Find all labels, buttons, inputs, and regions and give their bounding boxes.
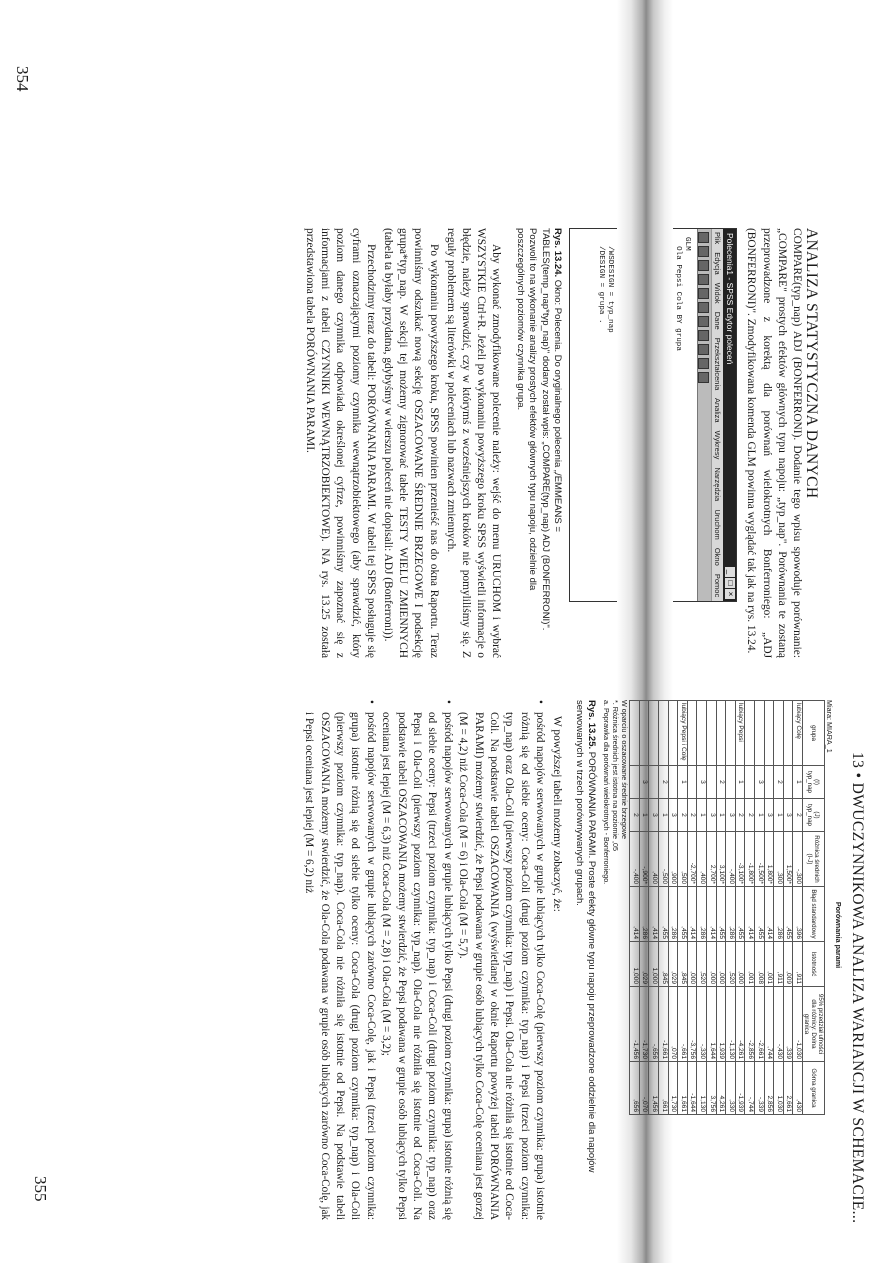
table-cell: ,661 xyxy=(659,1062,669,1115)
table-cell: -,400 xyxy=(726,832,736,887)
table-cell: 1 xyxy=(735,766,745,799)
header-cell: (J) typ_nap xyxy=(803,799,825,832)
page-number-left xyxy=(12,66,32,92)
table-row xyxy=(639,701,649,1115)
table-cell: 1,456 xyxy=(649,1062,659,1115)
table-cell: 3 xyxy=(764,799,774,832)
table-cell: 2,661 xyxy=(783,1062,793,1115)
table-cell: ,286 xyxy=(726,887,736,942)
caption-text: Okno: Polecenia. Do oryginalnego polecenia „/EMMEANS = TABLES(temp_nap*typ_nap)" dodany został wpis: „COMPARE(typ_nap) ADJ (BONFERRONI)". Pozwoli to na wykonanie analizy prostych efektów głównych typu napoju, odzielnie dla poszczególnych poziomów czynnika grupa. xyxy=(514,228,564,631)
table-cell: 3 xyxy=(649,799,659,832)
table-cell: 1,661 xyxy=(678,1062,688,1115)
maximize-button[interactable]: □ xyxy=(725,578,735,588)
table-cell: 2 xyxy=(735,799,745,832)
table-cell: lubiący Pepsi xyxy=(735,701,745,766)
menu-transform[interactable]: Przekształcenia xyxy=(713,337,723,391)
table-cell: 2 xyxy=(678,799,688,832)
window-title: Polecenia1 - SPSS Edytor poleceń xyxy=(725,233,736,365)
table-cell: -1,030 xyxy=(793,987,803,1062)
code-line: GLM xyxy=(683,237,692,251)
left-page-body xyxy=(300,228,804,658)
minimize-button[interactable]: _ xyxy=(725,567,735,577)
table-row xyxy=(687,701,697,1115)
table-cell xyxy=(630,766,640,799)
table-cell: -,339 xyxy=(755,1062,765,1115)
window-toolbar xyxy=(697,229,711,601)
table-cell xyxy=(745,701,755,766)
bullet-item: • pośród napojów serwowanych w grupie lubiących zarówno Coca-Colę, jak i Pepsi (trzeci poziom czynnika: grupa) istotnie różnią się od siebie tylko oceny: Coca-Cola (drugi poziom czynnika: typ_nap) i Ola-Coli (pierwszy poziom czynnika: typ_nap). Coca-Cola nie różniła się istotnie od Pepsi. Na podstawie tabeli OSZACOWANIA możemy stwierdzić, że Ola-Cola podawana w grupie osób lubiących zarówno Coca-Colę, jak i Pepsi oceniana jest lepiej (M = 6,2) niż xyxy=(301,700,378,1220)
goto-chart-icon[interactable] xyxy=(698,302,709,313)
table-cell: -1,456 xyxy=(630,987,640,1062)
table-cell: ,029 xyxy=(668,942,678,987)
table-row xyxy=(755,701,765,1115)
table-cell xyxy=(783,766,793,799)
table-measure: Miara: MIARA_1 xyxy=(825,700,834,753)
table-cell: -1,730 xyxy=(639,987,649,1062)
table-cell: ,845 xyxy=(659,942,669,987)
table-cell: ,414 xyxy=(687,887,697,942)
table-cell: 4,261 xyxy=(716,1062,726,1115)
table-cell xyxy=(639,701,649,766)
table-cell xyxy=(630,701,640,766)
table-cell: ,009 xyxy=(783,942,793,987)
run-icon[interactable] xyxy=(698,344,709,355)
table-cell: -,500 xyxy=(659,832,669,887)
right-page-body xyxy=(301,700,843,1220)
table-row xyxy=(735,701,745,1115)
table-cell: 3 xyxy=(697,766,707,799)
table-row xyxy=(668,701,678,1115)
table-cell xyxy=(697,701,707,766)
figure-caption-13-25 xyxy=(573,700,598,1220)
menu-view[interactable]: Widok xyxy=(713,282,723,304)
table-cell: 2 xyxy=(687,799,697,832)
menu-run[interactable]: Uruchom xyxy=(713,509,723,540)
table-cell: 3 xyxy=(639,766,649,799)
table-cell: 1 xyxy=(755,799,765,832)
code-line: /WSDESIGN = typ_nap xyxy=(606,237,615,333)
table-cell: 2 xyxy=(774,766,784,799)
page-number-right-text: 355 xyxy=(31,1176,50,1202)
table-note: *. Różnica średnich jest istotna na poziomie ,05 xyxy=(611,700,621,852)
menu-utilities[interactable]: Narzędzia xyxy=(713,467,723,502)
table-cell: 2 xyxy=(630,799,640,832)
left-page-header xyxy=(802,228,820,648)
table-cell: 1 xyxy=(678,766,688,799)
window-titlebar xyxy=(723,229,736,601)
table-cell: ,286 xyxy=(774,887,784,942)
table-cell: -1,800* xyxy=(745,832,755,887)
table-cell xyxy=(668,766,678,799)
menu-analyze[interactable]: Analiza xyxy=(713,397,723,423)
header-cell: Istotność xyxy=(803,942,825,987)
table-cell: ,000 xyxy=(687,942,697,987)
table-cell: 1 xyxy=(659,799,669,832)
table-cell: ,339 xyxy=(783,987,793,1062)
table-cell xyxy=(707,766,717,799)
caption-label: Rys. 13.24. xyxy=(552,228,564,278)
paragraph-intro: COMPARE(typ_nap) ADJ (BONFERRONI). Dodanie tego wpisu spowoduje porównanie: „COMPARE" prostych efektów głównych typu napoju: „typ_nap". Porównania te zostaną przeprowadzone z korektą dla porównań wielokrotnych Bonferroniego: „ADJ (BONFERRONI)". Zmodyfikowana komenda GLM powinna wyglądać tak jak na rys. 13.24. xyxy=(745,228,803,658)
table-cell: lubiący Pepsi i Colę xyxy=(678,701,688,766)
bullet-item: • pośród napojów serwowanych w grupie lubiących tylko Pepsi (drugi poziom czynnika: grupa) istotnie różnią się od siebie oceny: Pepsi (trzeci poziom czynnika: typ_nap) i Coca-Coli (drugi poziom czynnika: typ_nap) oraz Pepsi i Ola-Coli (pierwszy poziom czynnika: typ_nap). Ola-Cola nie różniła się istotnie od Coca-Coli. Na podstawie tabeli OSZACOWANIA możemy stwierdzić, że Pepsi podawana w grupie osób lubiących tylko Pepsi oceniana jest lepiej (M = 6,3) niż Coca-Cola (M = 2,8) i Ola-Cola (M = 3,2); xyxy=(378,700,455,1220)
code-line: /DESIGN = grupa . xyxy=(596,237,605,324)
table-cell: ,330 xyxy=(726,1062,736,1115)
table-row xyxy=(630,701,640,1115)
table-cell: ,000 xyxy=(735,942,745,987)
table-cell: -1,661 xyxy=(659,987,669,1062)
table-cell xyxy=(764,701,774,766)
code-line: Ola Pepsi Cola BY grupa xyxy=(673,237,682,351)
paragraph-run: Aby wykonać zmodyfikowane polecenie należy: wejść do menu URUCHOM i wybrać WSZYSTKIE Ctrl+R. Jeżeli po wykonaniu powyższego kroku SPSS wyświetli informacje o błędzie, należy sprawdzić, czy w którymś z wcześniejszych kroków nie pomyliliśmy się. Z reguły problemem są literówki w poleceniach lub nazwach zmiennych. xyxy=(444,228,503,658)
table-cell: 1,130 xyxy=(697,1062,707,1115)
table-cell: ,070 xyxy=(668,987,678,1062)
table-cell: -,330 xyxy=(697,987,707,1062)
table-cell: -,744 xyxy=(745,1062,755,1115)
window-menubar xyxy=(711,229,723,601)
table-cell: -,661 xyxy=(678,987,688,1062)
table-cell: ,414 xyxy=(649,887,659,942)
table-cell: ,029 xyxy=(639,942,649,987)
table-cell: 2,700* xyxy=(707,832,717,887)
table-cell: 1,730 xyxy=(668,1062,678,1115)
table-cell: -1,644 xyxy=(687,1062,697,1115)
table-row xyxy=(726,701,736,1115)
table-cell: ,500 xyxy=(678,832,688,887)
table-cell: -1,500* xyxy=(755,832,765,887)
table-title: Porównania parami xyxy=(834,901,843,969)
table-cell: ,520 xyxy=(726,942,736,987)
menu-edit[interactable]: Edycja xyxy=(713,252,723,275)
table-cell: 3 xyxy=(726,799,736,832)
table-cell: 3,756 xyxy=(707,1062,717,1115)
table-note: a. Poprawka dla porównań wielokrotnych - Bonferroniego. xyxy=(602,700,612,885)
table-cell: 2 xyxy=(716,766,726,799)
table-row xyxy=(707,701,717,1115)
header-cell: Błąd standardowy xyxy=(803,887,825,942)
header-cell: 95% przedział ufności dla różnicy: Dolna granica xyxy=(803,987,825,1062)
table-cell: ,911 xyxy=(793,942,803,987)
table-cell: 1 xyxy=(774,799,784,832)
header-cell: Różnica średnich (I-J) xyxy=(803,832,825,887)
table-cell: ,455 xyxy=(678,887,688,942)
menu-help[interactable]: Pomoc xyxy=(713,573,723,598)
table-cell: ,414 xyxy=(764,887,774,942)
table-cell: ,414 xyxy=(745,887,755,942)
table-cell: ,455 xyxy=(755,887,765,942)
table-cell xyxy=(764,766,774,799)
pairwise-table-block xyxy=(602,700,843,1170)
table-cell: 3 xyxy=(707,799,717,832)
help-icon[interactable] xyxy=(698,372,709,383)
table-note: W oparciu o oszacowane średnie brzegowe xyxy=(620,700,630,840)
variables-icon[interactable] xyxy=(698,330,709,341)
table-cell: -3,100* xyxy=(735,832,745,887)
table-cell: 1,644 xyxy=(707,987,717,1062)
undo-icon[interactable] xyxy=(698,274,709,285)
menu-file[interactable]: Plik xyxy=(713,232,723,245)
window-controls xyxy=(725,567,735,599)
table-cell: ,911 xyxy=(774,942,784,987)
table-cell: 3 xyxy=(783,799,793,832)
paragraph-report: Po wykonaniu powyższego kroku, SPSS powinien przenieść nas do okna Raportu. Teraz powinniśmy odszukać nową sekcję OSZACOWANE ŚREDNIE BRZEGOWE I podsekcję grupa*typ_nap. W sekcji tej możemy zignorować tabele TESTY WIELU ZMIENNYCH (tabela ta byłaby przydatna, gdybyśmy w wierszu poleceń nie dopisali: ADJ (Bonferroni)). xyxy=(382,228,440,658)
table-cell: -1,130 xyxy=(726,987,736,1062)
redo-icon[interactable] xyxy=(698,288,709,299)
table-cell xyxy=(687,766,697,799)
table-cell: ,845 xyxy=(678,942,688,987)
table-cell: ,414 xyxy=(707,887,717,942)
table-cell xyxy=(668,701,678,766)
menu-window[interactable]: Okno xyxy=(713,547,723,566)
page-number-left-text: 354 xyxy=(13,66,32,92)
table-cell: ,000 xyxy=(716,942,726,987)
table-cell xyxy=(726,766,736,799)
table-cell: ,286 xyxy=(668,887,678,942)
table-cell: ,520 xyxy=(697,942,707,987)
table-cell: -4,261 xyxy=(735,987,745,1062)
table-cell: ,455 xyxy=(783,887,793,942)
table-cell: ,900 xyxy=(668,832,678,887)
table-header-row xyxy=(803,701,825,1115)
table-cell xyxy=(687,701,697,766)
table-cell: -2,856 xyxy=(745,987,755,1062)
table-cell: -2,661 xyxy=(755,987,765,1062)
table-cell: ,286 xyxy=(697,887,707,942)
table-row xyxy=(659,701,669,1115)
table-cell: 3 xyxy=(755,766,765,799)
table-row xyxy=(697,701,707,1115)
right-page-header xyxy=(848,752,866,1224)
table-cell: 1,939 xyxy=(716,987,726,1062)
table-cell: 2 xyxy=(745,799,755,832)
table-cell: ,455 xyxy=(716,887,726,942)
table-cell: ,300 xyxy=(774,832,784,887)
close-button[interactable]: × xyxy=(725,589,735,599)
table-cell xyxy=(774,701,784,766)
save-icon[interactable] xyxy=(698,246,709,257)
table-cell: -,656 xyxy=(649,987,659,1062)
table-cell xyxy=(659,701,669,766)
table-cell: 1 xyxy=(639,799,649,832)
table-cell xyxy=(707,701,717,766)
table-cell: -,300 xyxy=(793,832,803,887)
table-cell: ,008 xyxy=(755,942,765,987)
table-cell: 3,100* xyxy=(716,832,726,887)
print-icon[interactable] xyxy=(698,260,709,271)
table-cell: 3 xyxy=(668,799,678,832)
table-cell: -,430 xyxy=(774,987,784,1062)
table-cell: ,000 xyxy=(707,942,717,987)
table-cell: 1,000 xyxy=(630,942,640,987)
table-cell xyxy=(755,701,765,766)
bullet-item: • pośród napojów serwowanych w grupie lubiących tylko Coca-Colę (pierwszy poziom czynnika: grupa) istotnie różnią się od siebie oceny: Coca-Coli (drugi poziom czynnika: typ_nap) i Pepsi (trzeci poziom czynnika: typ_nap) oraz Ola-Coli (pierwszy poziom czynnika: typ_nap) i Pepsi. Ola-Cola nie różniła się istotnie od Coca-Coli. Na podstawie tabeli OSZACOWANIA (wyświetlanej w oknie Raportu powyżej tabeli PORÓWNANIA PARAMI) możemy stwierdzić, że Pepsi podawana w grupie osób lubiących tylko Coca-Colę oceniana jest gorzej (M = 4,2) niż Coca-Cola (M = 6) i Ola-Cola (M = 5,7). xyxy=(455,700,547,1220)
table-cell: 2,856 xyxy=(764,1062,774,1115)
table-cell: -,900* xyxy=(639,832,649,887)
table-row xyxy=(793,701,803,1115)
page-number-right xyxy=(30,1176,50,1202)
find-icon[interactable] xyxy=(698,358,709,369)
table-cell: -2,700* xyxy=(687,832,697,887)
table-cell: ,744 xyxy=(764,987,774,1062)
table-cell: -1,939 xyxy=(735,1062,745,1115)
table-row xyxy=(764,701,774,1115)
table-cell xyxy=(726,701,736,766)
paragraph-table: Przechodzimy teraz do tabeli: PORÓWNANIA PARAMI. W tabeli tej SPSS posługuje się cyframi oznaczającymi poziomy czynnika wewnątrzobiektowego (aby sprawdzić, który poziom danego czynnika odpowiada określonej cyfrze, powinniśmy zapoznać się z informacjami z tabeli CZYNNIKI WEWNĄTRZOBIEKTOWE). NA rys. 13.25 została przedstawiona tabela PORÓWNANIA PARAMI. xyxy=(304,228,377,658)
table-cell: 1,000 xyxy=(649,942,659,987)
table-cell: ,455 xyxy=(659,887,669,942)
running-header-left: ANALIZA STATYSTYCZNA DANYCH xyxy=(803,228,820,499)
table-row xyxy=(745,701,755,1115)
open-icon[interactable] xyxy=(698,232,709,243)
table-row xyxy=(783,701,793,1115)
table-cell: 1,800* xyxy=(764,832,774,887)
table-cell: ,414 xyxy=(630,887,640,942)
table-row xyxy=(678,701,688,1115)
header-cell: (I) typ_nap xyxy=(803,766,825,799)
table-cell xyxy=(783,701,793,766)
running-header-right: 13 • DWUCZYNNIKOWA ANALIZA WARIANCJI W SCHEMACIE... xyxy=(849,752,866,1224)
menu-graphs[interactable]: Wykresy xyxy=(713,430,723,460)
table-cell: ,656 xyxy=(630,1062,640,1115)
table-cell xyxy=(649,766,659,799)
table-cell: ,400 xyxy=(697,832,707,887)
table-cell: ,400 xyxy=(649,832,659,887)
table-row xyxy=(649,701,659,1115)
table-cell: lubiący Colę xyxy=(793,701,803,766)
caption-text: PORÓWNANIA PARAMI. Proste efekty główne typu napoju przeprowadzone oddzielnie dla napojów serwowanych w trzech porównywanych grupach. xyxy=(573,700,598,1173)
table-row xyxy=(716,701,726,1115)
table-cell: -3,756 xyxy=(687,987,697,1062)
table-cell: ,396 xyxy=(793,887,803,942)
table-cell xyxy=(716,701,726,766)
table-cell: 1 xyxy=(697,799,707,832)
table-row xyxy=(774,701,784,1115)
paragraph-see: W powyższej tabeli możemy zobaczyć, że: xyxy=(551,716,564,912)
table-cell xyxy=(745,766,755,799)
header-cell: Górna granica xyxy=(803,1062,825,1115)
figure-caption-13-24 xyxy=(513,228,563,658)
table-cell: 2 xyxy=(793,799,803,832)
table-cell: 1 xyxy=(793,766,803,799)
table-cell: ,455 xyxy=(735,887,745,942)
table-cell: 1,500* xyxy=(783,832,793,887)
table-cell: ,286 xyxy=(639,887,649,942)
table-cell: -,070 xyxy=(639,1062,649,1115)
table-cell: ,001 xyxy=(764,942,774,987)
table-cell: 1 xyxy=(716,799,726,832)
table-cell: ,001 xyxy=(745,942,755,987)
table-cell xyxy=(649,701,659,766)
table-cell: ,430 xyxy=(793,1062,803,1115)
table-cell: 2 xyxy=(659,766,669,799)
menu-data[interactable]: Dane xyxy=(713,311,723,330)
caption-label: Rys. 13.25. xyxy=(586,700,598,750)
pairwise-comparisons-table xyxy=(629,700,825,1115)
table-cell: 1,030 xyxy=(774,1062,784,1115)
header-cell: grupa xyxy=(803,701,825,766)
goto-data-icon[interactable] xyxy=(698,316,709,327)
table-cell: -,400 xyxy=(630,832,640,887)
